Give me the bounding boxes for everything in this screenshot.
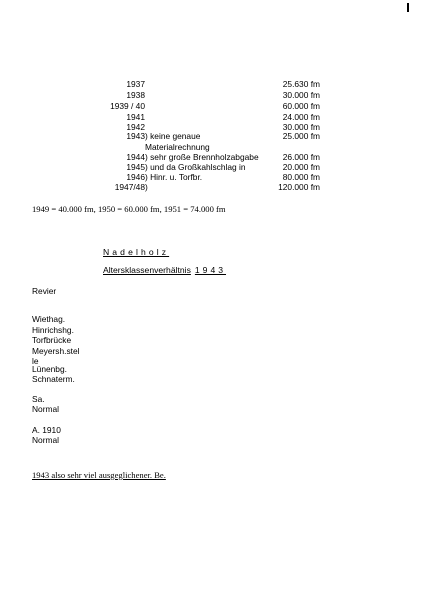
footnote: 1943 also sehr viel ausgeglichener. Be. — [32, 470, 166, 480]
year-row — [100, 182, 320, 193]
year-label: 1938 — [126, 90, 145, 100]
table-row-label: Hinrichshg. — [32, 325, 74, 335]
year-row — [100, 101, 320, 112]
normal-row-label: Normal — [32, 404, 59, 414]
table-row-label-cont: le — [32, 356, 39, 366]
year-row — [100, 131, 320, 142]
year-volume: 20.000 fm — [282, 162, 320, 172]
year-volume: 26.000 fm — [282, 152, 320, 162]
section-heading: Nadelholz — [103, 247, 170, 257]
year-volume: 80.000 fm — [282, 172, 320, 182]
scan-mark — [407, 3, 409, 12]
table-row-label: Wiethag. — [32, 314, 66, 324]
year-label: 1937 — [126, 79, 145, 89]
year-label: 1947/48 — [114, 182, 145, 192]
year-label: 1944 — [126, 152, 145, 162]
table-row-label: Lünenbg. — [32, 364, 67, 374]
year-label: 1945 — [126, 162, 145, 172]
year-note: ) keine genaue — [145, 131, 201, 141]
year-volume: 25.630 fm — [282, 79, 320, 89]
year-label: 1941 — [126, 112, 145, 122]
year-note: ) — [145, 182, 148, 192]
year-row — [100, 79, 320, 90]
subheading-text: Altersklassenverhältnis — [103, 265, 191, 275]
year-label: 1942 — [126, 122, 145, 132]
year-label: 1943 — [126, 131, 145, 141]
year-volume: 120.000 fm — [278, 182, 320, 192]
subheading-year: 1943 — [194, 265, 227, 275]
year-note: ) sehr große Brennholzabgabe — [145, 152, 259, 162]
sum-row-label: Sa. — [32, 394, 45, 404]
table-row-label: Schnaterm. — [32, 374, 75, 384]
year-volume: 25.000 fm — [282, 131, 320, 141]
a1910-row-label: A. 1910 — [32, 425, 61, 435]
section-subheading — [103, 265, 226, 275]
table-row-label: Torfbrücke — [32, 335, 72, 345]
year-row — [100, 90, 320, 101]
year-note: Materialrechnung — [145, 142, 210, 152]
table-header-revier: Revier — [32, 286, 57, 296]
year-volume: 30.000 fm — [282, 90, 320, 100]
table-row-label: Meyersh.stel — [32, 346, 80, 356]
year-label: 1939 / 40 — [110, 101, 145, 111]
year-label: 1946 — [126, 172, 145, 182]
year-note: ) und da Großkahlschlag in — [145, 162, 246, 172]
year-note: ) Hinr. u. Torfbr. — [145, 172, 203, 182]
summary-line: 1949 = 40.000 fm, 1950 = 60.000 fm, 1951 = 74.000 fm — [32, 204, 226, 214]
normal-row-label: Normal — [32, 435, 59, 445]
year-volume: 60.000 fm — [282, 101, 320, 111]
year-volume: 24.000 fm — [282, 112, 320, 122]
year-volume: 30.000 fm — [282, 122, 320, 132]
